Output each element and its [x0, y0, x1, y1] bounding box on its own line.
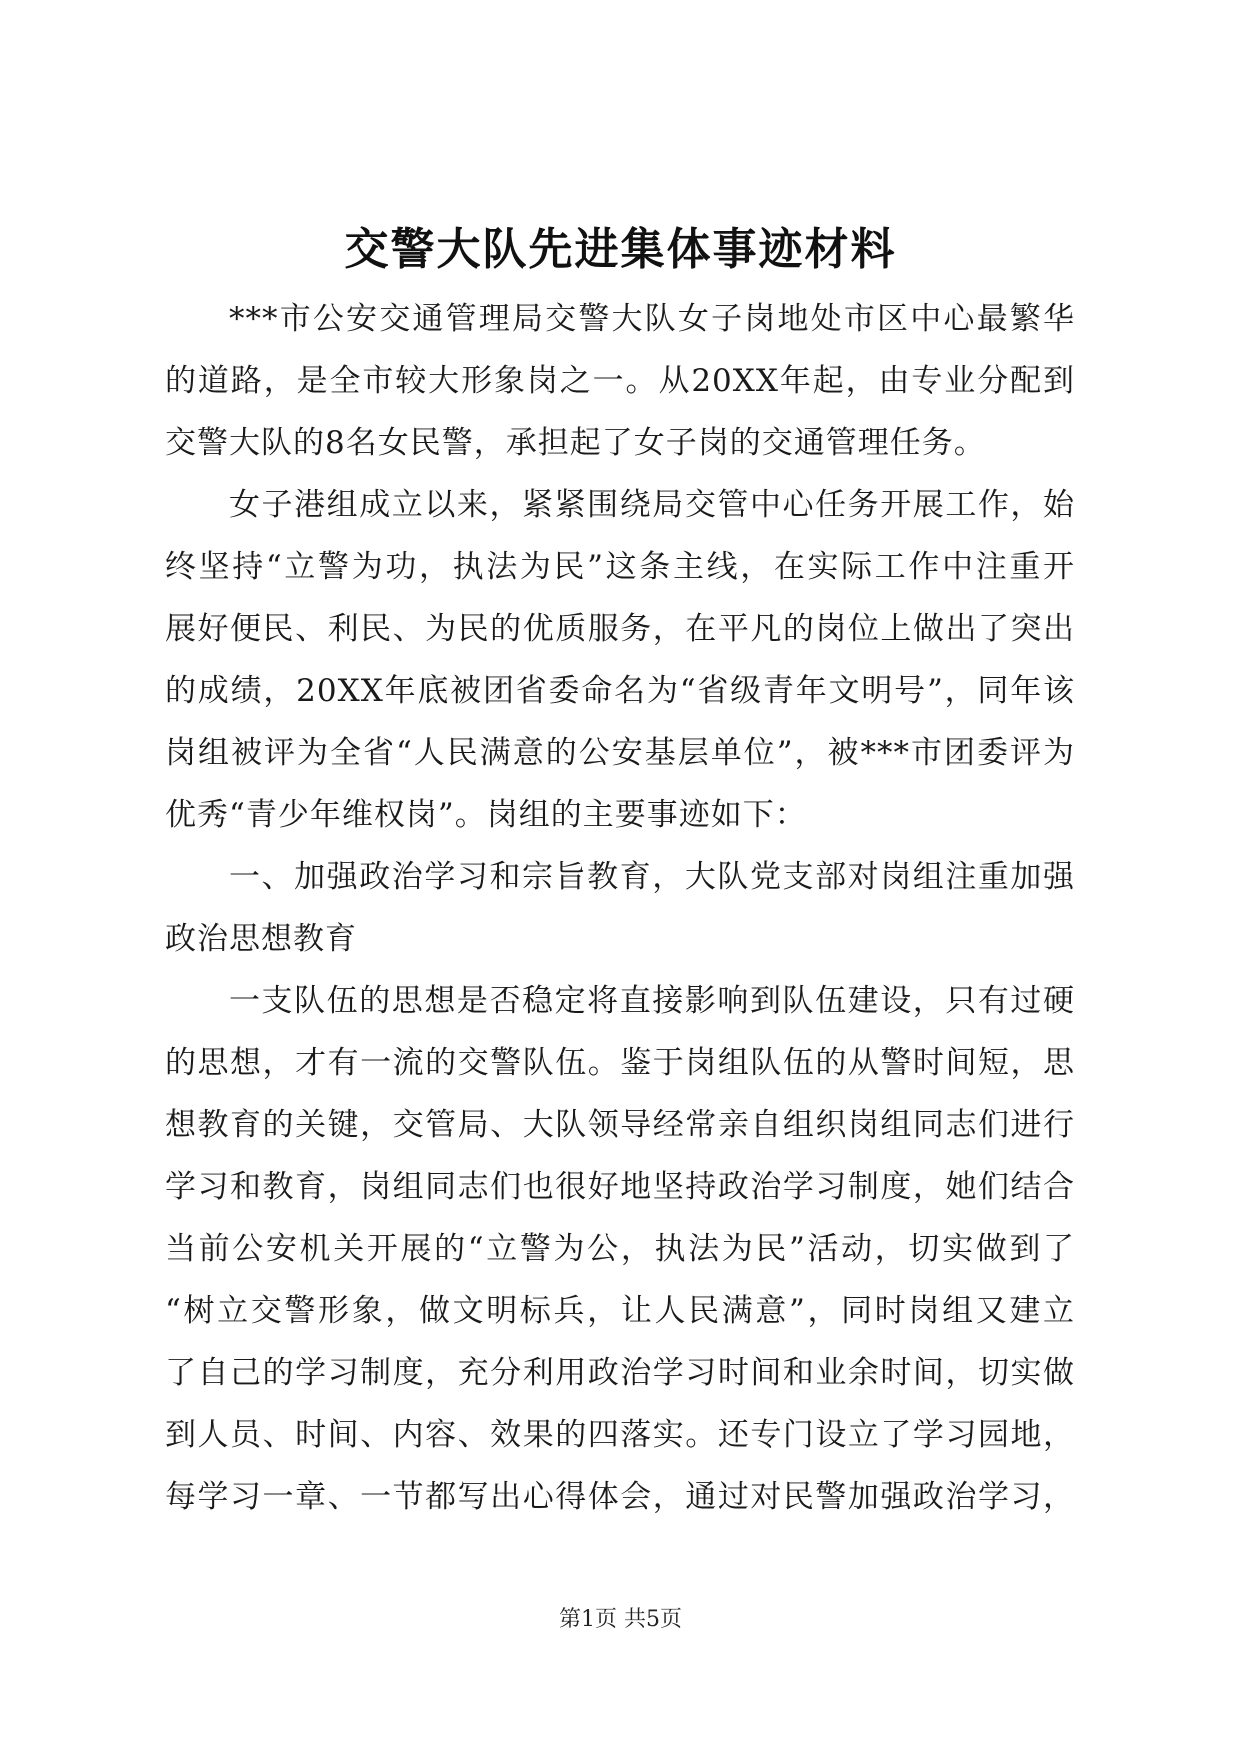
page-number-footer: 第1页 共5页 — [559, 1607, 682, 1632]
paragraph-line: 想教育的关键，交管局、大队领导经常亲自组织岗组同志们进行 — [165, 1107, 1075, 1143]
paragraph-line: “树立交警形象，做文明标兵，让人民满意”，同时岗组又建立 — [165, 1293, 1075, 1329]
paragraph-line: 岗组被评为全省“人民满意的公安基层单位”，被***市团委评为 — [165, 735, 1075, 771]
paragraph-line: 的成绩，20XX年底被团省委命名为“省级青年文明号”，同年该 — [165, 673, 1075, 709]
paragraph-line: 展好便民、利民、为民的优质服务，在平凡的岗位上做出了突出 — [165, 611, 1075, 647]
paragraph-line: 一支队伍的思想是否稳定将直接影响到队伍建设，只有过硬 — [229, 983, 1075, 1019]
paragraph-line: 女子港组成立以来，紧紧围绕局交管中心任务开展工作，始 — [229, 487, 1075, 523]
paragraph-line: 的思想，才有一流的交警队伍。鉴于岗组队伍的从警时间短，思 — [165, 1045, 1075, 1081]
paragraph-line: 交警大队的8名女民警，承担起了女子岗的交通管理任务。 — [165, 425, 986, 461]
paragraph-line: 当前公安机关开展的“立警为公，执法为民”活动，切实做到了 — [165, 1231, 1075, 1267]
document-body — [165, 288, 1075, 1528]
paragraph-line: 到人员、时间、内容、效果的四落实。还专门设立了学习园地， — [165, 1417, 1075, 1453]
document-title: 交警大队先进集体事迹材料 — [344, 224, 897, 275]
paragraph-line: 优秀“青少年维权岗”。岗组的主要事迹如下： — [165, 797, 807, 833]
paragraph-line: 每学习一章、一节都写出心得体会，通过对民警加强政治学习， — [165, 1479, 1075, 1515]
section-heading-line: 政治思想教育 — [165, 921, 357, 957]
paragraph-line: ***市公安交通管理局交警大队女子岗地处市区中心最繁华 — [229, 301, 1075, 337]
paragraph-line: 的道路，是全市较大形象岗之一。从20XX年起，由专业分配到 — [165, 363, 1075, 399]
section-heading-line: 一、加强政治学习和宗旨教育，大队党支部对岗组注重加强 — [229, 859, 1075, 895]
paragraph-line: 了自己的学习制度，充分利用政治学习时间和业余时间，切实做 — [165, 1355, 1075, 1391]
paragraph-line: 学习和教育，岗组同志们也很好地坚持政治学习制度，她们结合 — [165, 1169, 1075, 1205]
paragraph-line: 终坚持“立警为功，执法为民”这条主线，在实际工作中注重开 — [165, 549, 1075, 585]
